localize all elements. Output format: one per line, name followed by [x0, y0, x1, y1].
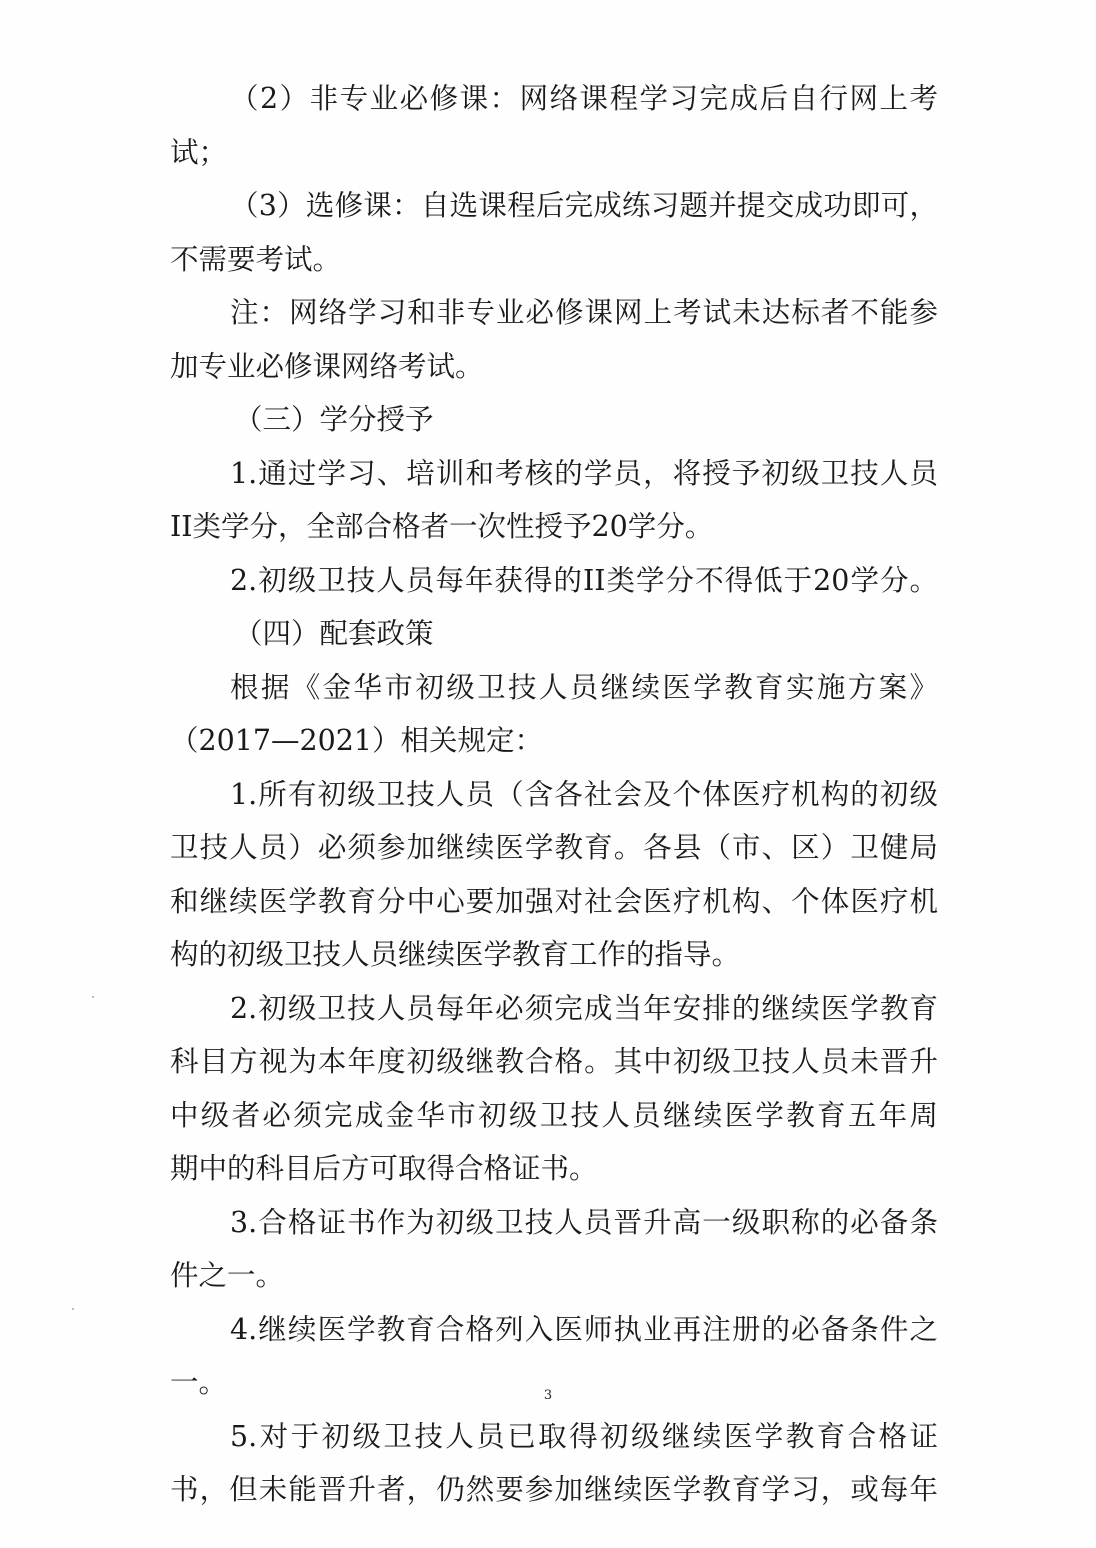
- page-number: 3: [543, 1388, 553, 1403]
- scan-speck: [92, 996, 94, 998]
- paragraph-line: 3.合格证书作为初级卫技人员晋升高一级职称的必备条: [230, 1205, 938, 1239]
- paragraph-line: （2）非专业必修课：网络课程学习完成后自行网上考: [230, 82, 938, 115]
- paragraph-line: 件之一。: [170, 1259, 285, 1292]
- paragraph-line: 期中的科目后方可取得合格证书。: [170, 1152, 598, 1185]
- paragraph-line: 构的初级卫技人员继续医学教育工作的指导。: [170, 938, 741, 971]
- paragraph-line: 1.通过学习、培训和考核的学员，将授予初级卫技人员: [230, 456, 938, 490]
- paragraph-line: 1.所有初级卫技人员（含各社会及个体医疗机构的初级: [230, 777, 938, 811]
- paragraph-line: （2017—2021）相关规定：: [170, 724, 544, 757]
- paragraph-line: 中级者必须完成金华市初级卫技人员继续医学教育五年周: [170, 1098, 938, 1132]
- paragraph-line: 4.继续医学教育合格列入医师执业再注册的必备条件之: [230, 1312, 938, 1346]
- paragraph-line: 试；: [170, 135, 228, 169]
- paragraph-line: 书，但未能晋升者，仍然要参加继续医学教育学习，或每年: [170, 1473, 938, 1506]
- paragraph-line: 2.初级卫技人员每年获得的II类学分不得低于20学分。: [230, 563, 938, 597]
- section-heading: （三）学分授予: [234, 403, 434, 436]
- section-heading: （四）配套政策: [234, 617, 434, 650]
- paragraph-line: 不需要考试。: [170, 242, 342, 276]
- paragraph-line: （3）选修课：自选课程后完成练习题并提交成功即可，: [230, 189, 938, 222]
- paragraph-line: 2.初级卫技人员每年必须完成当年安排的继续医学教育: [230, 991, 938, 1025]
- paragraph-line: 一。: [170, 1366, 228, 1399]
- paragraph-line: 根据《金华市初级卫技人员继续医学教育实施方案》: [230, 670, 938, 704]
- document-body: [170, 72, 938, 1517]
- scan-speck: [72, 1308, 74, 1310]
- paragraph-line: 5.对于初级卫技人员已取得初级继续医学教育合格证: [230, 1419, 938, 1453]
- paragraph-line: 注：网络学习和非专业必修课网上考试未达标者不能参: [230, 296, 938, 329]
- paragraph-line: 和继续医学教育分中心要加强对社会医疗机构、个体医疗机: [170, 884, 938, 918]
- paragraph-line: II类学分，全部合格者一次性授予20学分。: [170, 510, 714, 543]
- paragraph-line: 卫技人员）必须参加继续医学教育。各县（市、区）卫健局: [170, 831, 938, 864]
- paragraph-line: 科目方视为本年度初级继教合格。其中初级卫技人员未晋升: [170, 1045, 938, 1078]
- paragraph-line: 加专业必修课网络考试。: [170, 349, 484, 383]
